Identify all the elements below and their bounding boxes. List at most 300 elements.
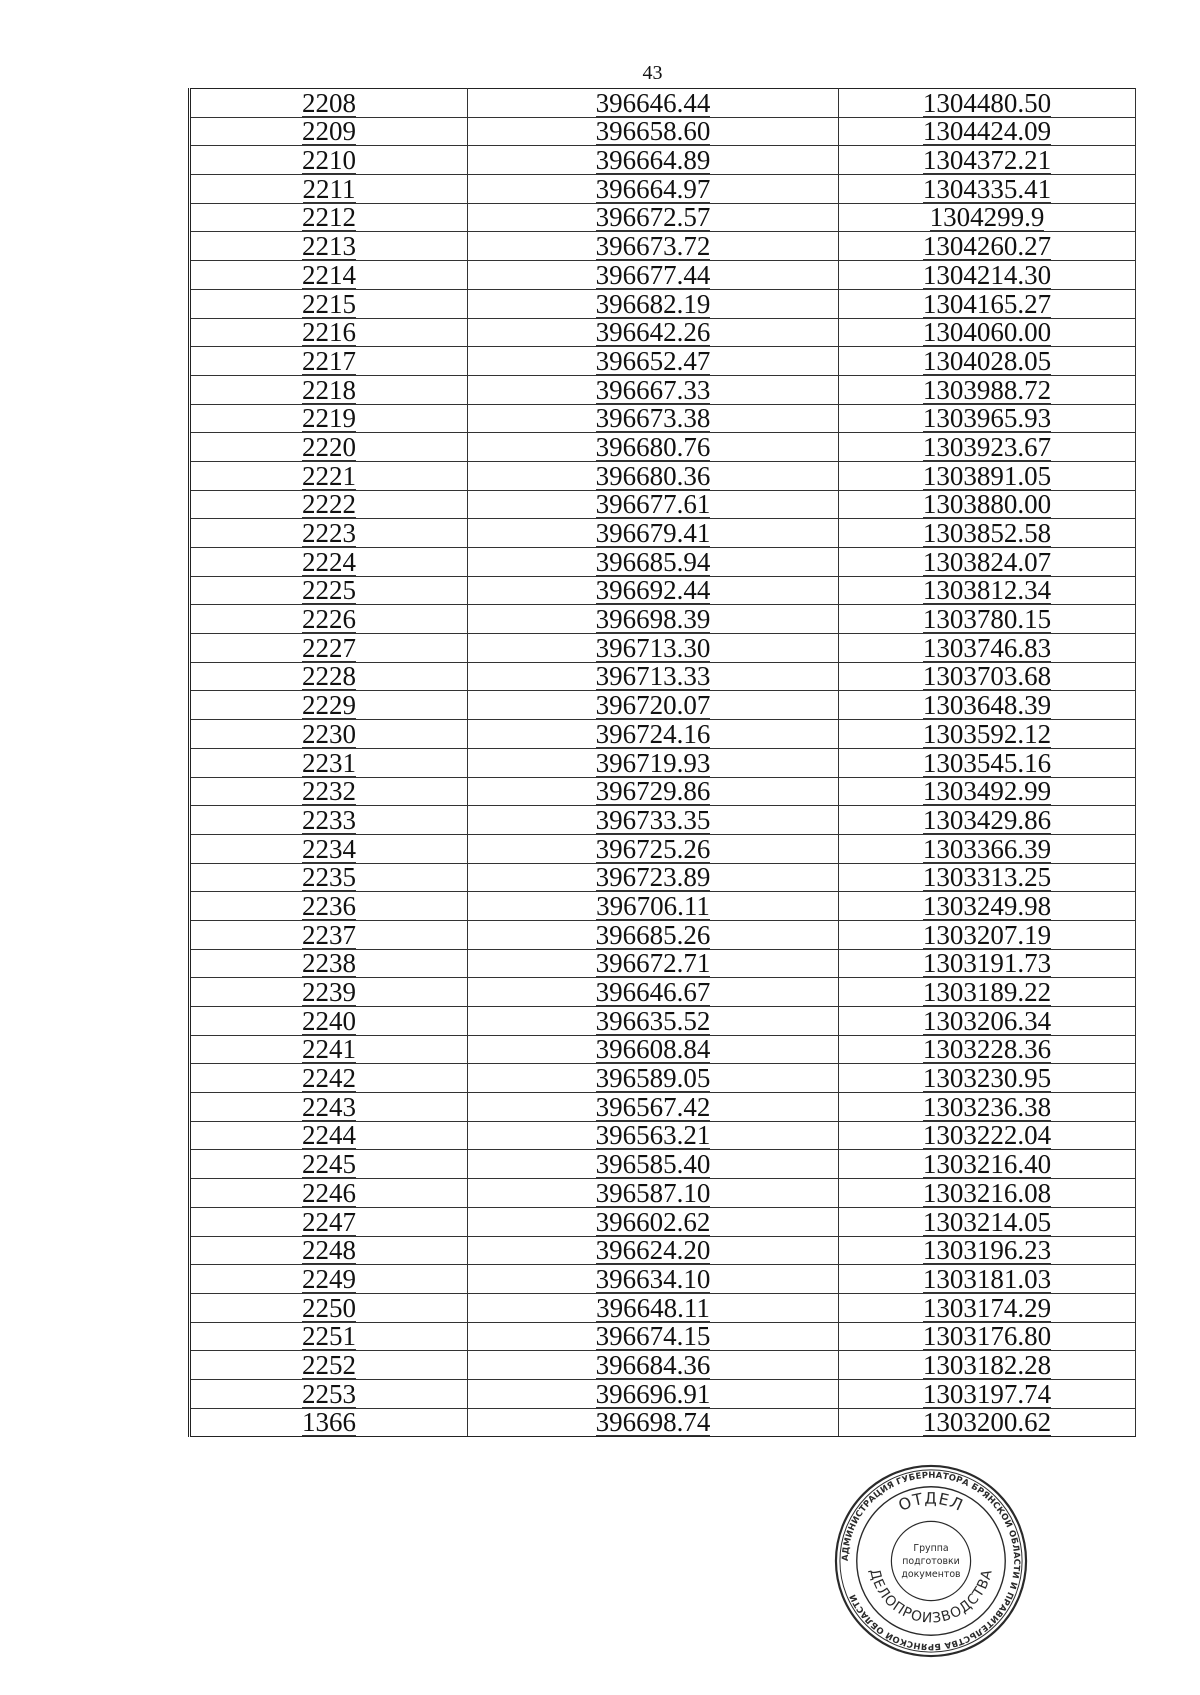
y-coordinate-cell <box>839 662 1136 691</box>
point-number-cell <box>190 892 468 921</box>
x-coordinate-value: 396567.42 <box>595 1091 711 1122</box>
x-coordinate-cell <box>468 1236 839 1265</box>
point-number-cell <box>190 920 468 949</box>
point-number-cell <box>190 1207 468 1236</box>
point-number-value: 2229 <box>302 690 356 721</box>
y-coordinate-cell <box>839 1408 1136 1437</box>
x-coordinate-value: 396664.89 <box>595 145 711 176</box>
point-number-value: 2232 <box>302 776 356 807</box>
point-number-cell <box>190 203 468 232</box>
y-coordinate-cell <box>839 1150 1136 1179</box>
y-coordinate-cell <box>839 576 1136 605</box>
table-row <box>190 490 1136 519</box>
point-number-cell <box>190 461 468 490</box>
y-coordinate-cell <box>839 1322 1136 1351</box>
point-number-cell <box>190 720 468 749</box>
point-number-cell <box>190 662 468 691</box>
x-coordinate-cell <box>468 691 839 720</box>
y-coordinate-cell <box>839 1351 1136 1380</box>
table-row <box>190 892 1136 921</box>
x-coordinate-cell <box>468 662 839 691</box>
y-coordinate-cell <box>839 691 1136 720</box>
point-number-cell <box>190 404 468 433</box>
x-coordinate-value: 396682.19 <box>595 288 711 319</box>
office-seal-stamp <box>832 1462 1030 1660</box>
x-coordinate-cell <box>468 834 839 863</box>
point-number-value: 2236 <box>302 890 356 921</box>
x-coordinate-value: 396664.97 <box>595 173 711 204</box>
y-coordinate-cell <box>839 548 1136 577</box>
point-number-value: 2225 <box>302 575 356 606</box>
table-row <box>190 404 1136 433</box>
point-number-value: 2224 <box>302 546 356 577</box>
point-number-value: 2243 <box>302 1091 356 1122</box>
table-row <box>190 289 1136 318</box>
point-number-cell <box>190 748 468 777</box>
point-number-value: 2253 <box>302 1378 356 1409</box>
x-coordinate-cell <box>468 490 839 519</box>
table-row <box>190 519 1136 548</box>
table-row <box>190 1265 1136 1294</box>
x-coordinate-cell <box>468 1265 839 1294</box>
y-coordinate-value: 1304060.00 <box>922 317 1052 348</box>
x-coordinate-cell <box>468 1408 839 1437</box>
y-coordinate-value: 1303228.36 <box>922 1034 1052 1065</box>
point-number-cell <box>190 806 468 835</box>
x-coordinate-cell <box>468 863 839 892</box>
point-number-value: 2208 <box>302 87 356 118</box>
point-number-cell <box>190 490 468 519</box>
point-number-value: 2233 <box>302 804 356 835</box>
y-coordinate-cell <box>839 806 1136 835</box>
point-number-value: 2215 <box>302 288 356 319</box>
x-coordinate-value: 396602.62 <box>595 1206 711 1237</box>
x-coordinate-cell <box>468 289 839 318</box>
x-coordinate-cell <box>468 949 839 978</box>
x-coordinate-value: 396677.44 <box>595 259 711 290</box>
y-coordinate-value: 1303824.07 <box>922 546 1052 577</box>
point-number-cell <box>190 89 468 118</box>
point-number-cell <box>190 1150 468 1179</box>
x-coordinate-value: 396680.76 <box>595 431 711 462</box>
table-row <box>190 1379 1136 1408</box>
x-coordinate-cell <box>468 519 839 548</box>
x-coordinate-value: 396719.93 <box>595 747 711 778</box>
point-number-value: 2247 <box>302 1206 356 1237</box>
y-coordinate-cell <box>839 261 1136 290</box>
x-coordinate-cell <box>468 920 839 949</box>
point-number-value: 2231 <box>302 747 356 778</box>
x-coordinate-value: 396684.36 <box>595 1349 711 1380</box>
table-row <box>190 1121 1136 1150</box>
x-coordinate-cell <box>468 1351 839 1380</box>
y-coordinate-cell <box>839 748 1136 777</box>
x-coordinate-cell <box>468 175 839 204</box>
y-coordinate-cell <box>839 232 1136 261</box>
x-coordinate-value: 396563.21 <box>595 1120 711 1151</box>
table-row <box>190 347 1136 376</box>
x-coordinate-value: 396587.10 <box>595 1177 711 1208</box>
point-number-cell <box>190 978 468 1007</box>
y-coordinate-cell <box>839 203 1136 232</box>
y-coordinate-cell <box>839 1207 1136 1236</box>
y-coordinate-cell <box>839 920 1136 949</box>
coordinates-table <box>188 88 1136 1437</box>
x-coordinate-value: 396679.41 <box>595 518 711 548</box>
y-coordinate-value: 1304028.05 <box>922 345 1052 376</box>
y-coordinate-cell <box>839 720 1136 749</box>
y-coordinate-value: 1303313.25 <box>922 862 1052 893</box>
x-coordinate-value: 396713.30 <box>595 632 711 663</box>
x-coordinate-cell <box>468 777 839 806</box>
x-coordinate-cell <box>468 1121 839 1150</box>
point-number-cell <box>190 175 468 204</box>
table-row <box>190 261 1136 290</box>
x-coordinate-cell <box>468 89 839 118</box>
coordinates-table-body <box>190 89 1136 1437</box>
x-coordinate-cell <box>468 548 839 577</box>
table-row <box>190 662 1136 691</box>
point-number-cell <box>190 1265 468 1294</box>
y-coordinate-value: 1304299.9 <box>929 202 1045 233</box>
x-coordinate-cell <box>468 461 839 490</box>
point-number-cell <box>190 1351 468 1380</box>
y-coordinate-value: 1303988.72 <box>922 374 1052 405</box>
y-coordinate-value: 1304165.27 <box>922 288 1052 319</box>
point-number-cell <box>190 1007 468 1036</box>
x-coordinate-cell <box>468 203 839 232</box>
x-coordinate-cell <box>468 1179 839 1208</box>
point-number-value: 2214 <box>302 259 356 290</box>
x-coordinate-value: 396674.15 <box>595 1321 711 1352</box>
point-number-value: 2218 <box>302 374 356 405</box>
table-row <box>190 1408 1136 1437</box>
point-number-cell <box>190 1035 468 1064</box>
x-coordinate-value: 396692.44 <box>595 575 711 606</box>
x-coordinate-cell <box>468 261 839 290</box>
stamp-inner-top: ОТДЕЛ <box>895 1488 967 1515</box>
y-coordinate-value: 1303189.22 <box>922 977 1052 1007</box>
point-number-value: 2230 <box>302 718 356 749</box>
x-coordinate-cell <box>468 318 839 347</box>
table-row <box>190 863 1136 892</box>
x-coordinate-value: 396646.44 <box>595 87 711 118</box>
x-coordinate-value: 396685.26 <box>595 919 711 950</box>
y-coordinate-cell <box>839 117 1136 146</box>
table-row <box>190 691 1136 720</box>
table-row <box>190 318 1136 347</box>
point-number-value: 2245 <box>302 1149 356 1180</box>
x-coordinate-value: 396672.57 <box>595 202 711 233</box>
table-row <box>190 1035 1136 1064</box>
point-number-cell <box>190 691 468 720</box>
y-coordinate-cell <box>839 289 1136 318</box>
point-number-cell <box>190 1322 468 1351</box>
x-coordinate-cell <box>468 1322 839 1351</box>
x-coordinate-value: 396696.91 <box>595 1378 711 1409</box>
y-coordinate-value: 1304214.30 <box>922 259 1052 290</box>
point-number-value: 2210 <box>302 145 356 176</box>
y-coordinate-cell <box>839 175 1136 204</box>
point-number-value: 2221 <box>302 460 356 491</box>
point-number-cell <box>190 318 468 347</box>
y-coordinate-value: 1303197.74 <box>922 1378 1052 1409</box>
y-coordinate-value: 1303182.28 <box>922 1349 1052 1380</box>
x-coordinate-cell <box>468 720 839 749</box>
x-coordinate-cell <box>468 1093 839 1122</box>
point-number-cell <box>190 1236 468 1265</box>
y-coordinate-value: 1303207.19 <box>922 919 1052 950</box>
y-coordinate-value: 1304480.50 <box>922 87 1052 118</box>
point-number-value: 2209 <box>302 116 356 147</box>
table-row <box>190 1007 1136 1036</box>
stamp-inner-bottom: ДЕЛОПРОИЗВОДСТВА <box>866 1567 996 1627</box>
table-row <box>190 1064 1136 1093</box>
table-row <box>190 949 1136 978</box>
point-number-value: 2239 <box>302 977 356 1007</box>
y-coordinate-value: 1303812.34 <box>922 575 1052 606</box>
y-coordinate-value: 1303214.05 <box>922 1206 1052 1237</box>
y-coordinate-cell <box>839 1293 1136 1322</box>
y-coordinate-cell <box>839 490 1136 519</box>
point-number-value: 2220 <box>302 431 356 462</box>
y-coordinate-value: 1303174.29 <box>922 1292 1052 1323</box>
y-coordinate-value: 1303965.93 <box>922 403 1052 434</box>
point-number-value: 1366 <box>302 1407 356 1438</box>
y-coordinate-value: 1303206.34 <box>922 1005 1052 1036</box>
table-row <box>190 1093 1136 1122</box>
x-coordinate-value: 396698.74 <box>595 1407 711 1438</box>
x-coordinate-cell <box>468 347 839 376</box>
point-number-cell <box>190 949 468 978</box>
page-number: 43 <box>642 62 663 84</box>
y-coordinate-value: 1303545.16 <box>922 747 1052 778</box>
stamp-center-line-2: подготовки <box>902 1555 960 1567</box>
y-coordinate-value: 1303648.39 <box>922 690 1052 721</box>
y-coordinate-value: 1303222.04 <box>922 1120 1052 1151</box>
x-coordinate-value: 396720.07 <box>595 690 711 721</box>
x-coordinate-cell <box>468 1007 839 1036</box>
y-coordinate-value: 1303236.38 <box>922 1091 1052 1122</box>
y-coordinate-value: 1303891.05 <box>922 460 1052 491</box>
x-coordinate-value: 396725.26 <box>595 833 711 864</box>
point-number-cell <box>190 1121 468 1150</box>
y-coordinate-cell <box>839 777 1136 806</box>
table-row <box>190 1150 1136 1179</box>
y-coordinate-cell <box>839 1007 1136 1036</box>
table-row <box>190 834 1136 863</box>
x-coordinate-value: 396652.47 <box>595 345 711 376</box>
y-coordinate-value: 1303230.95 <box>922 1063 1052 1094</box>
point-number-value: 2251 <box>302 1321 356 1352</box>
y-coordinate-value: 1303780.15 <box>922 604 1052 635</box>
point-number-cell <box>190 863 468 892</box>
x-coordinate-cell <box>468 1293 839 1322</box>
y-coordinate-cell <box>839 1064 1136 1093</box>
x-coordinate-value: 396624.20 <box>595 1235 711 1266</box>
x-coordinate-value: 396642.26 <box>595 317 711 348</box>
x-coordinate-cell <box>468 404 839 433</box>
x-coordinate-value: 396589.05 <box>595 1063 711 1094</box>
x-coordinate-cell <box>468 978 839 1007</box>
point-number-value: 2219 <box>302 403 356 434</box>
point-number-value: 2222 <box>302 489 356 520</box>
table-row <box>190 375 1136 404</box>
x-coordinate-cell <box>468 1207 839 1236</box>
point-number-cell <box>190 347 468 376</box>
y-coordinate-value: 1303492.99 <box>922 776 1052 807</box>
x-coordinate-value: 396658.60 <box>595 116 711 147</box>
point-number-cell <box>190 777 468 806</box>
x-coordinate-cell <box>468 748 839 777</box>
point-number-value: 2234 <box>302 833 356 864</box>
y-coordinate-value: 1303200.62 <box>922 1407 1052 1438</box>
table-row <box>190 920 1136 949</box>
y-coordinate-value: 1303923.67 <box>922 431 1052 462</box>
x-coordinate-value: 396648.11 <box>596 1292 710 1323</box>
y-coordinate-value: 1304260.27 <box>922 231 1052 262</box>
y-coordinate-cell <box>839 1035 1136 1064</box>
y-coordinate-cell <box>839 1179 1136 1208</box>
x-coordinate-cell <box>468 605 839 634</box>
y-coordinate-cell <box>839 89 1136 118</box>
y-coordinate-value: 1303249.98 <box>922 890 1052 921</box>
point-number-value: 2241 <box>302 1034 356 1065</box>
y-coordinate-cell <box>839 519 1136 548</box>
y-coordinate-value: 1304335.41 <box>922 173 1052 204</box>
y-coordinate-cell <box>839 605 1136 634</box>
x-coordinate-value: 396685.94 <box>595 546 711 577</box>
y-coordinate-cell <box>839 404 1136 433</box>
point-number-cell <box>190 519 468 548</box>
point-number-value: 2250 <box>302 1292 356 1323</box>
y-coordinate-value: 1303191.73 <box>922 948 1052 979</box>
point-number-cell <box>190 548 468 577</box>
table-row <box>190 433 1136 462</box>
x-coordinate-value: 396673.38 <box>595 403 711 434</box>
point-number-cell <box>190 289 468 318</box>
y-coordinate-value: 1303746.83 <box>922 632 1052 663</box>
point-number-value: 2248 <box>302 1235 356 1266</box>
x-coordinate-value: 396673.72 <box>595 231 711 262</box>
point-number-value: 2252 <box>302 1349 356 1380</box>
x-coordinate-value: 396724.16 <box>595 718 711 749</box>
table-row <box>190 89 1136 118</box>
y-coordinate-cell <box>839 375 1136 404</box>
y-coordinate-cell <box>839 347 1136 376</box>
x-coordinate-cell <box>468 433 839 462</box>
point-number-cell <box>190 1179 468 1208</box>
point-number-value: 2217 <box>302 345 356 376</box>
y-coordinate-value: 1303880.00 <box>922 489 1052 520</box>
y-coordinate-cell <box>839 834 1136 863</box>
y-coordinate-cell <box>839 318 1136 347</box>
point-number-value: 2244 <box>302 1120 356 1151</box>
table-row <box>190 232 1136 261</box>
y-coordinate-cell <box>839 146 1136 175</box>
point-number-cell <box>190 433 468 462</box>
x-coordinate-value: 396733.35 <box>595 804 711 835</box>
table-row <box>190 461 1136 490</box>
x-coordinate-value: 396723.89 <box>595 862 711 893</box>
point-number-cell <box>190 1293 468 1322</box>
x-coordinate-cell <box>468 375 839 404</box>
point-number-value: 2226 <box>302 604 356 635</box>
y-coordinate-cell <box>839 433 1136 462</box>
point-number-value: 2228 <box>302 661 356 692</box>
point-number-cell <box>190 1064 468 1093</box>
point-number-value: 2216 <box>302 317 356 348</box>
y-coordinate-cell <box>839 1379 1136 1408</box>
point-number-cell <box>190 1408 468 1437</box>
y-coordinate-cell <box>839 949 1136 978</box>
y-coordinate-cell <box>839 1265 1136 1294</box>
point-number-value: 2235 <box>302 862 356 893</box>
y-coordinate-cell <box>839 1236 1136 1265</box>
y-coordinate-cell <box>839 461 1136 490</box>
table-row <box>190 748 1136 777</box>
x-coordinate-value: 396680.36 <box>595 460 711 491</box>
point-number-cell <box>190 1093 468 1122</box>
x-coordinate-cell <box>468 576 839 605</box>
x-coordinate-cell <box>468 892 839 921</box>
table-row <box>190 605 1136 634</box>
y-coordinate-cell <box>839 978 1136 1007</box>
y-coordinate-value: 1303216.08 <box>922 1177 1052 1208</box>
table-row <box>190 548 1136 577</box>
y-coordinate-cell <box>839 892 1136 921</box>
point-number-value: 2238 <box>302 948 356 979</box>
table-row <box>190 1322 1136 1351</box>
table-row <box>190 117 1136 146</box>
table-row <box>190 1293 1136 1322</box>
table-row <box>190 576 1136 605</box>
y-coordinate-cell <box>839 634 1136 663</box>
table-row <box>190 1179 1136 1208</box>
point-number-value: 2223 <box>302 518 356 548</box>
x-coordinate-value: 396646.67 <box>595 977 711 1007</box>
point-number-cell <box>190 117 468 146</box>
y-coordinate-value: 1303592.12 <box>922 718 1052 749</box>
x-coordinate-value: 396634.10 <box>595 1263 711 1294</box>
y-coordinate-value: 1304424.09 <box>922 116 1052 147</box>
point-number-cell <box>190 605 468 634</box>
point-number-cell <box>190 1379 468 1408</box>
point-number-cell <box>190 261 468 290</box>
x-coordinate-cell <box>468 232 839 261</box>
point-number-value: 2211 <box>302 173 356 204</box>
point-number-cell <box>190 375 468 404</box>
point-number-value: 2249 <box>302 1263 356 1294</box>
y-coordinate-cell <box>839 1093 1136 1122</box>
point-number-value: 2240 <box>302 1005 356 1036</box>
x-coordinate-value: 396608.84 <box>595 1034 711 1065</box>
x-coordinate-cell <box>468 806 839 835</box>
y-coordinate-value: 1304372.21 <box>922 145 1052 176</box>
x-coordinate-cell <box>468 1035 839 1064</box>
table-row <box>190 978 1136 1007</box>
table-row <box>190 1236 1136 1265</box>
y-coordinate-cell <box>839 1121 1136 1150</box>
stamp-outer-text: АДМИНИСТРАЦИЯ ГУБЕРНАТОРА БРЯНСКОЙ ОБЛАСТИ И ПРАВИТЕЛЬСТВА БРЯНСКОЙ ОБЛАСТИ <box>840 1470 1022 1652</box>
point-number-value: 2212 <box>302 202 356 233</box>
y-coordinate-value: 1303429.86 <box>922 804 1052 835</box>
y-coordinate-value: 1303366.39 <box>922 833 1052 864</box>
point-number-value: 2237 <box>302 919 356 950</box>
table-row <box>190 1207 1136 1236</box>
x-coordinate-value: 396667.33 <box>595 374 711 405</box>
point-number-value: 2242 <box>302 1063 356 1094</box>
